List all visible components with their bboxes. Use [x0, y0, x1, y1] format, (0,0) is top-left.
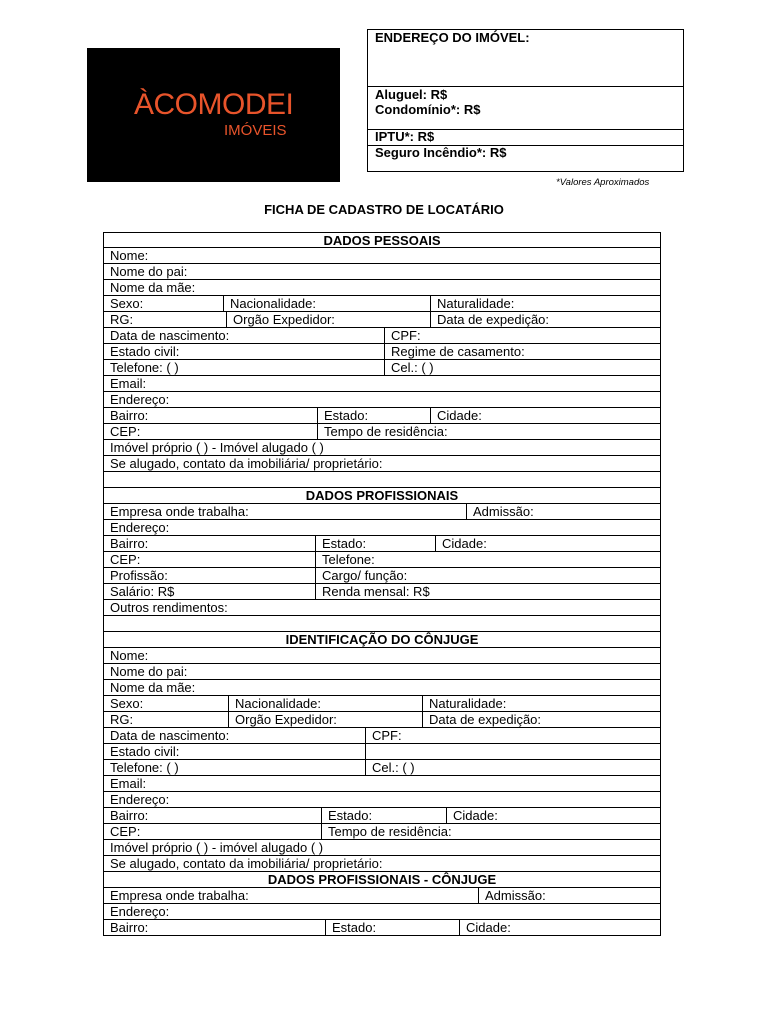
form-field[interactable]: CEP: [110, 424, 141, 439]
form-row [103, 504, 661, 520]
form-field[interactable]: Empresa onde trabalha: [110, 504, 249, 519]
form-field[interactable]: Se alugado, contato da imobiliária/ proprietário: [110, 856, 383, 871]
form-field[interactable]: Cidade: [435, 536, 660, 551]
form-field[interactable]: Naturalidade: [430, 296, 660, 311]
company-logo [87, 48, 340, 182]
form-field[interactable]: Imóvel próprio ( ) - imóvel alugado ( ) [110, 840, 324, 855]
form-row [103, 728, 661, 744]
form-field[interactable]: Data de nascimento: [110, 328, 230, 343]
form-field[interactable]: Imóvel próprio ( ) - Imóvel alugado ( ) [110, 440, 324, 455]
aluguel-field[interactable]: Aluguel: R$ [368, 86, 683, 103]
section-header: DADOS PESSOAIS [103, 232, 661, 248]
form-field[interactable] [104, 616, 660, 631]
form-field[interactable]: CEP: [110, 552, 141, 567]
form-row [103, 904, 661, 920]
form-field[interactable]: Bairro: [110, 536, 149, 551]
form-row [103, 344, 661, 360]
form-row [103, 440, 661, 456]
form-row [103, 456, 661, 472]
form-field[interactable]: RG: [110, 712, 134, 727]
section-header: DADOS PROFISSIONAIS [103, 488, 661, 504]
form-row [103, 520, 661, 536]
form-row [103, 744, 661, 760]
form-field[interactable]: Admissão: [466, 504, 660, 519]
form-title: FICHA DE CADASTRO DE LOCATÁRIO [264, 202, 504, 217]
form-row [103, 248, 661, 264]
form-field[interactable]: Nome da mãe: [110, 280, 196, 295]
form-field[interactable]: Tempo de residência: [321, 824, 660, 839]
form-field[interactable]: Data de expedição: [422, 712, 660, 727]
form-row [103, 648, 661, 664]
form-row [103, 408, 661, 424]
registration-form [103, 232, 661, 936]
form-field[interactable]: Empresa onde trabalha: [110, 888, 249, 903]
form-field[interactable]: Estado civil: [110, 744, 180, 759]
form-field[interactable]: Telefone: ( ) [110, 360, 179, 375]
logo-brand: ÀCOMODEI [134, 88, 294, 121]
form-row [103, 536, 661, 552]
form-field[interactable]: CEP: [110, 824, 141, 839]
form-row [103, 552, 661, 568]
form-field[interactable]: Outros rendimentos: [110, 600, 228, 615]
form-field[interactable]: Cargo/ função: [315, 568, 660, 583]
form-field[interactable]: Nome do pai: [110, 264, 188, 279]
form-field[interactable]: Cidade: [446, 808, 660, 823]
form-row [103, 776, 661, 792]
form-row [103, 472, 661, 488]
form-field[interactable]: Cidade: [459, 920, 660, 935]
form-field[interactable]: Sexo: [110, 296, 144, 311]
form-field[interactable]: Nome da mãe: [110, 680, 196, 695]
condominio-field[interactable]: Condomínio*: R$ [375, 102, 481, 117]
form-field[interactable]: Telefone: [315, 552, 660, 567]
form-row [103, 712, 661, 728]
form-row [103, 760, 661, 776]
form-field[interactable]: Nome do pai: [110, 664, 188, 679]
form-field[interactable]: Data de nascimento: [110, 728, 230, 743]
form-row [103, 376, 661, 392]
form-row [103, 616, 661, 632]
values-note: *Valores Aproximados [556, 177, 650, 188]
form-row [103, 424, 661, 440]
form-field[interactable]: Endereço: [110, 792, 170, 807]
form-field[interactable]: Nome: [110, 248, 149, 263]
form-row [103, 840, 661, 856]
form-field[interactable]: Estado: [325, 920, 459, 935]
form-row [103, 792, 661, 808]
form-row [103, 664, 661, 680]
form-row [103, 392, 661, 408]
form-field[interactable]: RG: [110, 312, 134, 327]
form-row [103, 328, 661, 344]
section-header: DADOS PROFISSIONAIS - CÔNJUGE [103, 872, 661, 888]
form-field[interactable]: Cidade: [430, 408, 660, 423]
form-field[interactable] [104, 472, 660, 487]
form-field[interactable]: Orgão Expedidor: [228, 712, 422, 727]
form-field[interactable]: CPF: [365, 728, 660, 743]
form-field[interactable]: Estado: [321, 808, 446, 823]
endereco-imovel-field[interactable]: ENDEREÇO DO IMÓVEL: [375, 30, 530, 45]
form-row [103, 680, 661, 696]
form-field[interactable]: Nome: [110, 648, 149, 663]
form-field[interactable]: Bairro: [110, 408, 149, 423]
form-field[interactable] [365, 744, 660, 759]
form-field[interactable]: Tempo de residência: [317, 424, 660, 439]
form-row [103, 920, 661, 936]
form-field[interactable]: Se alugado, contato da imobiliária/ proprietário: [110, 456, 383, 471]
form-field[interactable]: Nacionalidade: [228, 696, 422, 711]
form-row [103, 264, 661, 280]
form-row [103, 360, 661, 376]
form-field[interactable]: Data de expedição: [430, 312, 660, 327]
seguro-field[interactable]: Seguro Incêndio*: R$ [368, 145, 683, 172]
form-field[interactable]: Renda mensal: R$ [315, 584, 660, 599]
form-row [103, 312, 661, 328]
form-row [103, 584, 661, 600]
form-field[interactable]: Orgão Expedidor: [226, 312, 430, 327]
form-field[interactable]: Email: [110, 376, 147, 391]
form-field[interactable]: Estado civil: [110, 344, 180, 359]
form-row [103, 600, 661, 616]
form-row [103, 280, 661, 296]
form-row [103, 296, 661, 312]
form-field[interactable]: CPF: [384, 328, 660, 343]
form-field[interactable]: Admissão: [478, 888, 660, 903]
form-row [103, 568, 661, 584]
form-field[interactable]: Cel.: ( ) [365, 760, 660, 775]
form-field[interactable]: Cel.: ( ) [384, 360, 660, 375]
logo-sub: IMÓVEIS [224, 122, 287, 139]
form-field[interactable]: Nacionalidade: [223, 296, 430, 311]
property-values-box [367, 29, 684, 172]
form-field[interactable]: Bairro: [110, 808, 149, 823]
form-field[interactable]: Estado: [315, 536, 435, 551]
form-row [103, 856, 661, 872]
iptu-field[interactable]: IPTU*: R$ [368, 129, 683, 145]
form-row [103, 888, 661, 904]
form-field[interactable]: Profissão: [110, 568, 168, 583]
form-row [103, 696, 661, 712]
form-field[interactable]: Regime de casamento: [384, 344, 660, 359]
form-field[interactable]: Salário: R$ [110, 584, 175, 599]
form-field[interactable]: Sexo: [110, 696, 144, 711]
form-field[interactable]: Email: [110, 776, 147, 791]
form-field[interactable]: Bairro: [110, 920, 149, 935]
form-field[interactable]: Estado: [317, 408, 430, 423]
form-row [103, 808, 661, 824]
form-field[interactable]: Telefone: ( ) [110, 760, 179, 775]
form-field[interactable]: Endereço: [110, 520, 170, 535]
section-header: IDENTIFICAÇÃO DO CÔNJUGE [103, 632, 661, 648]
form-field[interactable]: Endereço: [110, 392, 170, 407]
form-row [103, 824, 661, 840]
form-field[interactable]: Endereço: [110, 904, 170, 919]
form-field[interactable]: Naturalidade: [422, 696, 660, 711]
